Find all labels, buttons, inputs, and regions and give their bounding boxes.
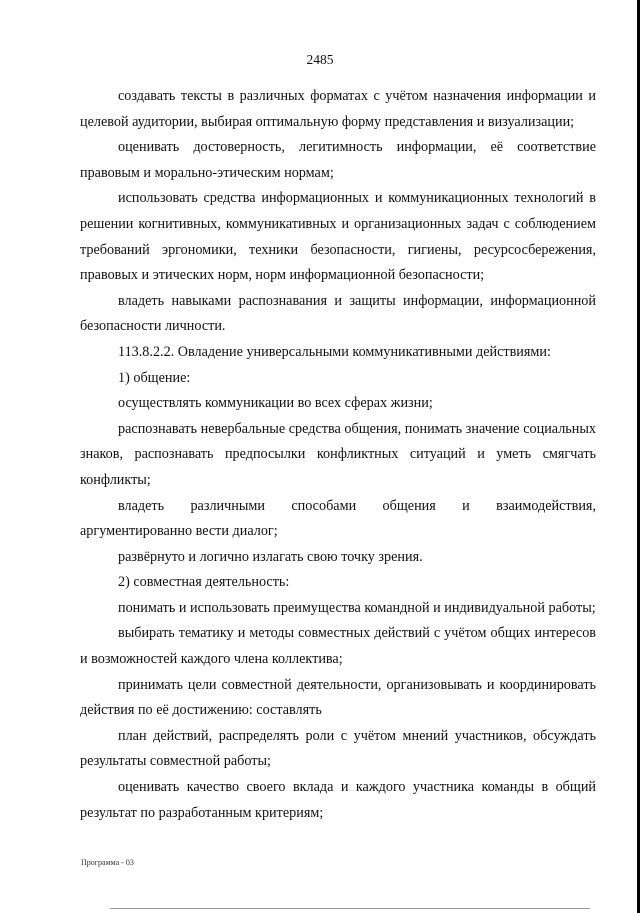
paragraph: принимать цели совместной деятельности, организовывать и координировать действия по её достижению: составлять bbox=[80, 676, 596, 719]
paragraph: осуществлять коммуникации во всех сферах жизни; bbox=[118, 395, 433, 412]
paragraph: план действий, распределять роли с учётом мнений участников, обсуждать результаты совместной работы; bbox=[80, 727, 596, 770]
footer-note: Программа - 03 bbox=[81, 858, 134, 867]
subsection-heading: 1) общение: bbox=[118, 369, 191, 386]
paragraph: использовать средства информационных и коммуникационных технологий в решении когнитивных, коммуникативных и организационных задач с соблюдением требований эргономики, техники безопасности, гигиены, ресурсосбережения, правовых и этических норм, норм информационной безопасности; bbox=[80, 190, 596, 284]
paragraph: владеть навыками распознавания и защиты информации, информационной безопасности личности. bbox=[80, 292, 596, 335]
paragraph: выбирать тематику и методы совместных действий с учётом общих интересов и возможностей каждого члена коллектива; bbox=[80, 625, 596, 668]
paragraph: создавать тексты в различных форматах с учётом назначения информации и целевой аудитории, выбирая оптимальную форму представления и визуализации; bbox=[80, 88, 596, 130]
subsection-heading: 2) совместная деятельность: bbox=[118, 574, 290, 591]
scan-edge-line bbox=[110, 908, 590, 909]
paragraph: понимать и использовать преимущества командной и индивидуальной работы; bbox=[118, 599, 596, 616]
paragraph: оценивать достоверность, легитимность информации, её соответствие правовым и морально-этическим нормам; bbox=[80, 139, 596, 181]
section-heading: 113.8.2.2. Овладение универсальными коммуникативными действиями: bbox=[118, 343, 551, 360]
page-number: 2485 bbox=[306, 52, 334, 67]
paragraph: владеть различными способами общения и взаимодействия, аргументированно вести диалог; bbox=[80, 497, 596, 540]
paragraph: развёрнуто и логично излагать свою точку зрения. bbox=[118, 548, 423, 565]
document-body bbox=[80, 84, 596, 826]
paragraph: оценивать качество своего вклада и каждого участника команды в общий результат по разработанным критериям; bbox=[80, 779, 596, 821]
paragraph: распознавать невербальные средства общения, понимать значение социальных знаков, распознавать предпосылки конфликтных ситуаций и уметь смягчать конфликты; bbox=[80, 420, 596, 488]
